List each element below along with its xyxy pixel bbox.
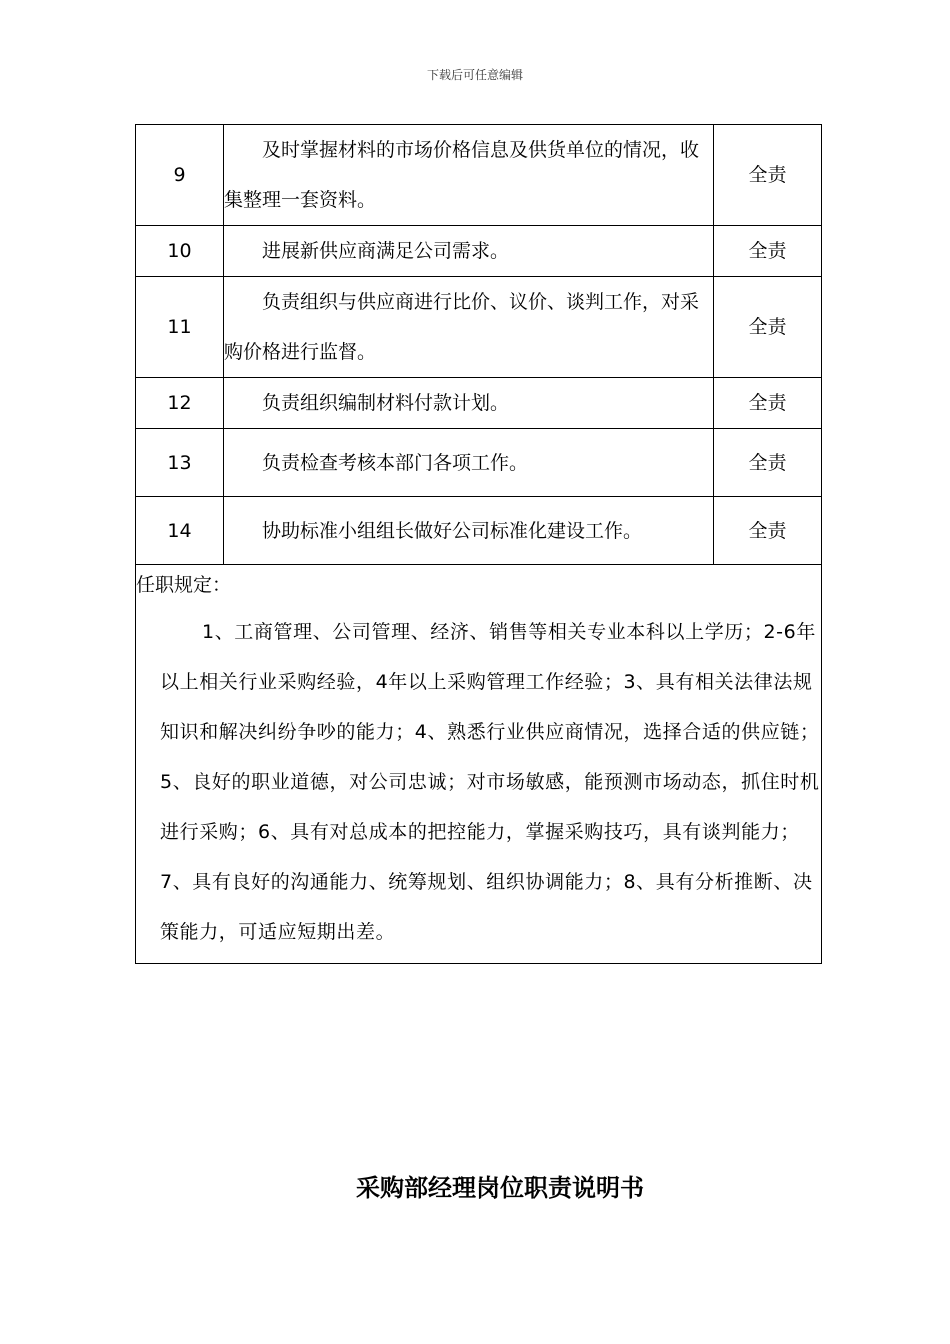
duty-number: 9 — [136, 125, 224, 226]
table-row — [136, 378, 822, 429]
duty-number: 13 — [136, 429, 224, 497]
duty-responsibility: 全责 — [714, 378, 822, 429]
duty-description: 负责组织与供应商进行比价、议价、谈判工作，对采购价格进行监督。 — [224, 277, 714, 378]
document-title: 采购部经理岗位职责说明书 — [356, 1174, 644, 1202]
table-row — [136, 125, 822, 226]
duty-number: 14 — [136, 497, 224, 565]
table-row — [136, 497, 822, 565]
requirements-title: 任职规定： — [136, 574, 232, 596]
duty-number: 10 — [136, 226, 224, 277]
duty-description: 及时掌握材料的市场价格信息及供货单位的情况，收集整理一套资料。 — [224, 125, 714, 226]
requirements-row — [136, 565, 822, 964]
requirements-body: 1、工商管理、公司管理、经济、销售等相关专业本科以上学历；2-6年以上相关行业采购经验，4年以上采购管理工作经验；3、具有相关法律法规知识和解决纠纷争吵的能力；4、熟悉行业供应商情况，选择合适的供应链；5、良好的职业道德，对公司忠诚；对市场敏感，能预测市场动态，抓住时机进行采购；6、具有对总成本的把控能力，掌握采购技巧，具有谈判能力；7、具有良好的沟通能力、统筹规划、组织协调能力；8、具有分析推断、决策能力，可适应短期出差。 — [160, 621, 820, 943]
duty-responsibility: 全责 — [714, 429, 822, 497]
duty-responsibility: 全责 — [714, 226, 822, 277]
duty-description: 负责检查考核本部门各项工作。 — [224, 429, 714, 497]
header-note: 下载后可任意编辑 — [426, 68, 523, 82]
duty-responsibility: 全责 — [714, 277, 822, 378]
duty-description: 进展新供应商满足公司需求。 — [224, 226, 714, 277]
table-row — [136, 277, 822, 378]
duty-number: 11 — [136, 277, 224, 378]
duty-responsibility: 全责 — [714, 497, 822, 565]
duty-responsibility: 全责 — [714, 125, 822, 226]
duty-description: 负责组织编制材料付款计划。 — [224, 378, 714, 429]
duties-table — [135, 124, 822, 964]
table-row — [136, 226, 822, 277]
requirements-cell — [136, 565, 822, 964]
duty-number: 12 — [136, 378, 224, 429]
table-row — [136, 429, 822, 497]
duty-description: 协助标准小组组长做好公司标准化建设工作。 — [224, 497, 714, 565]
